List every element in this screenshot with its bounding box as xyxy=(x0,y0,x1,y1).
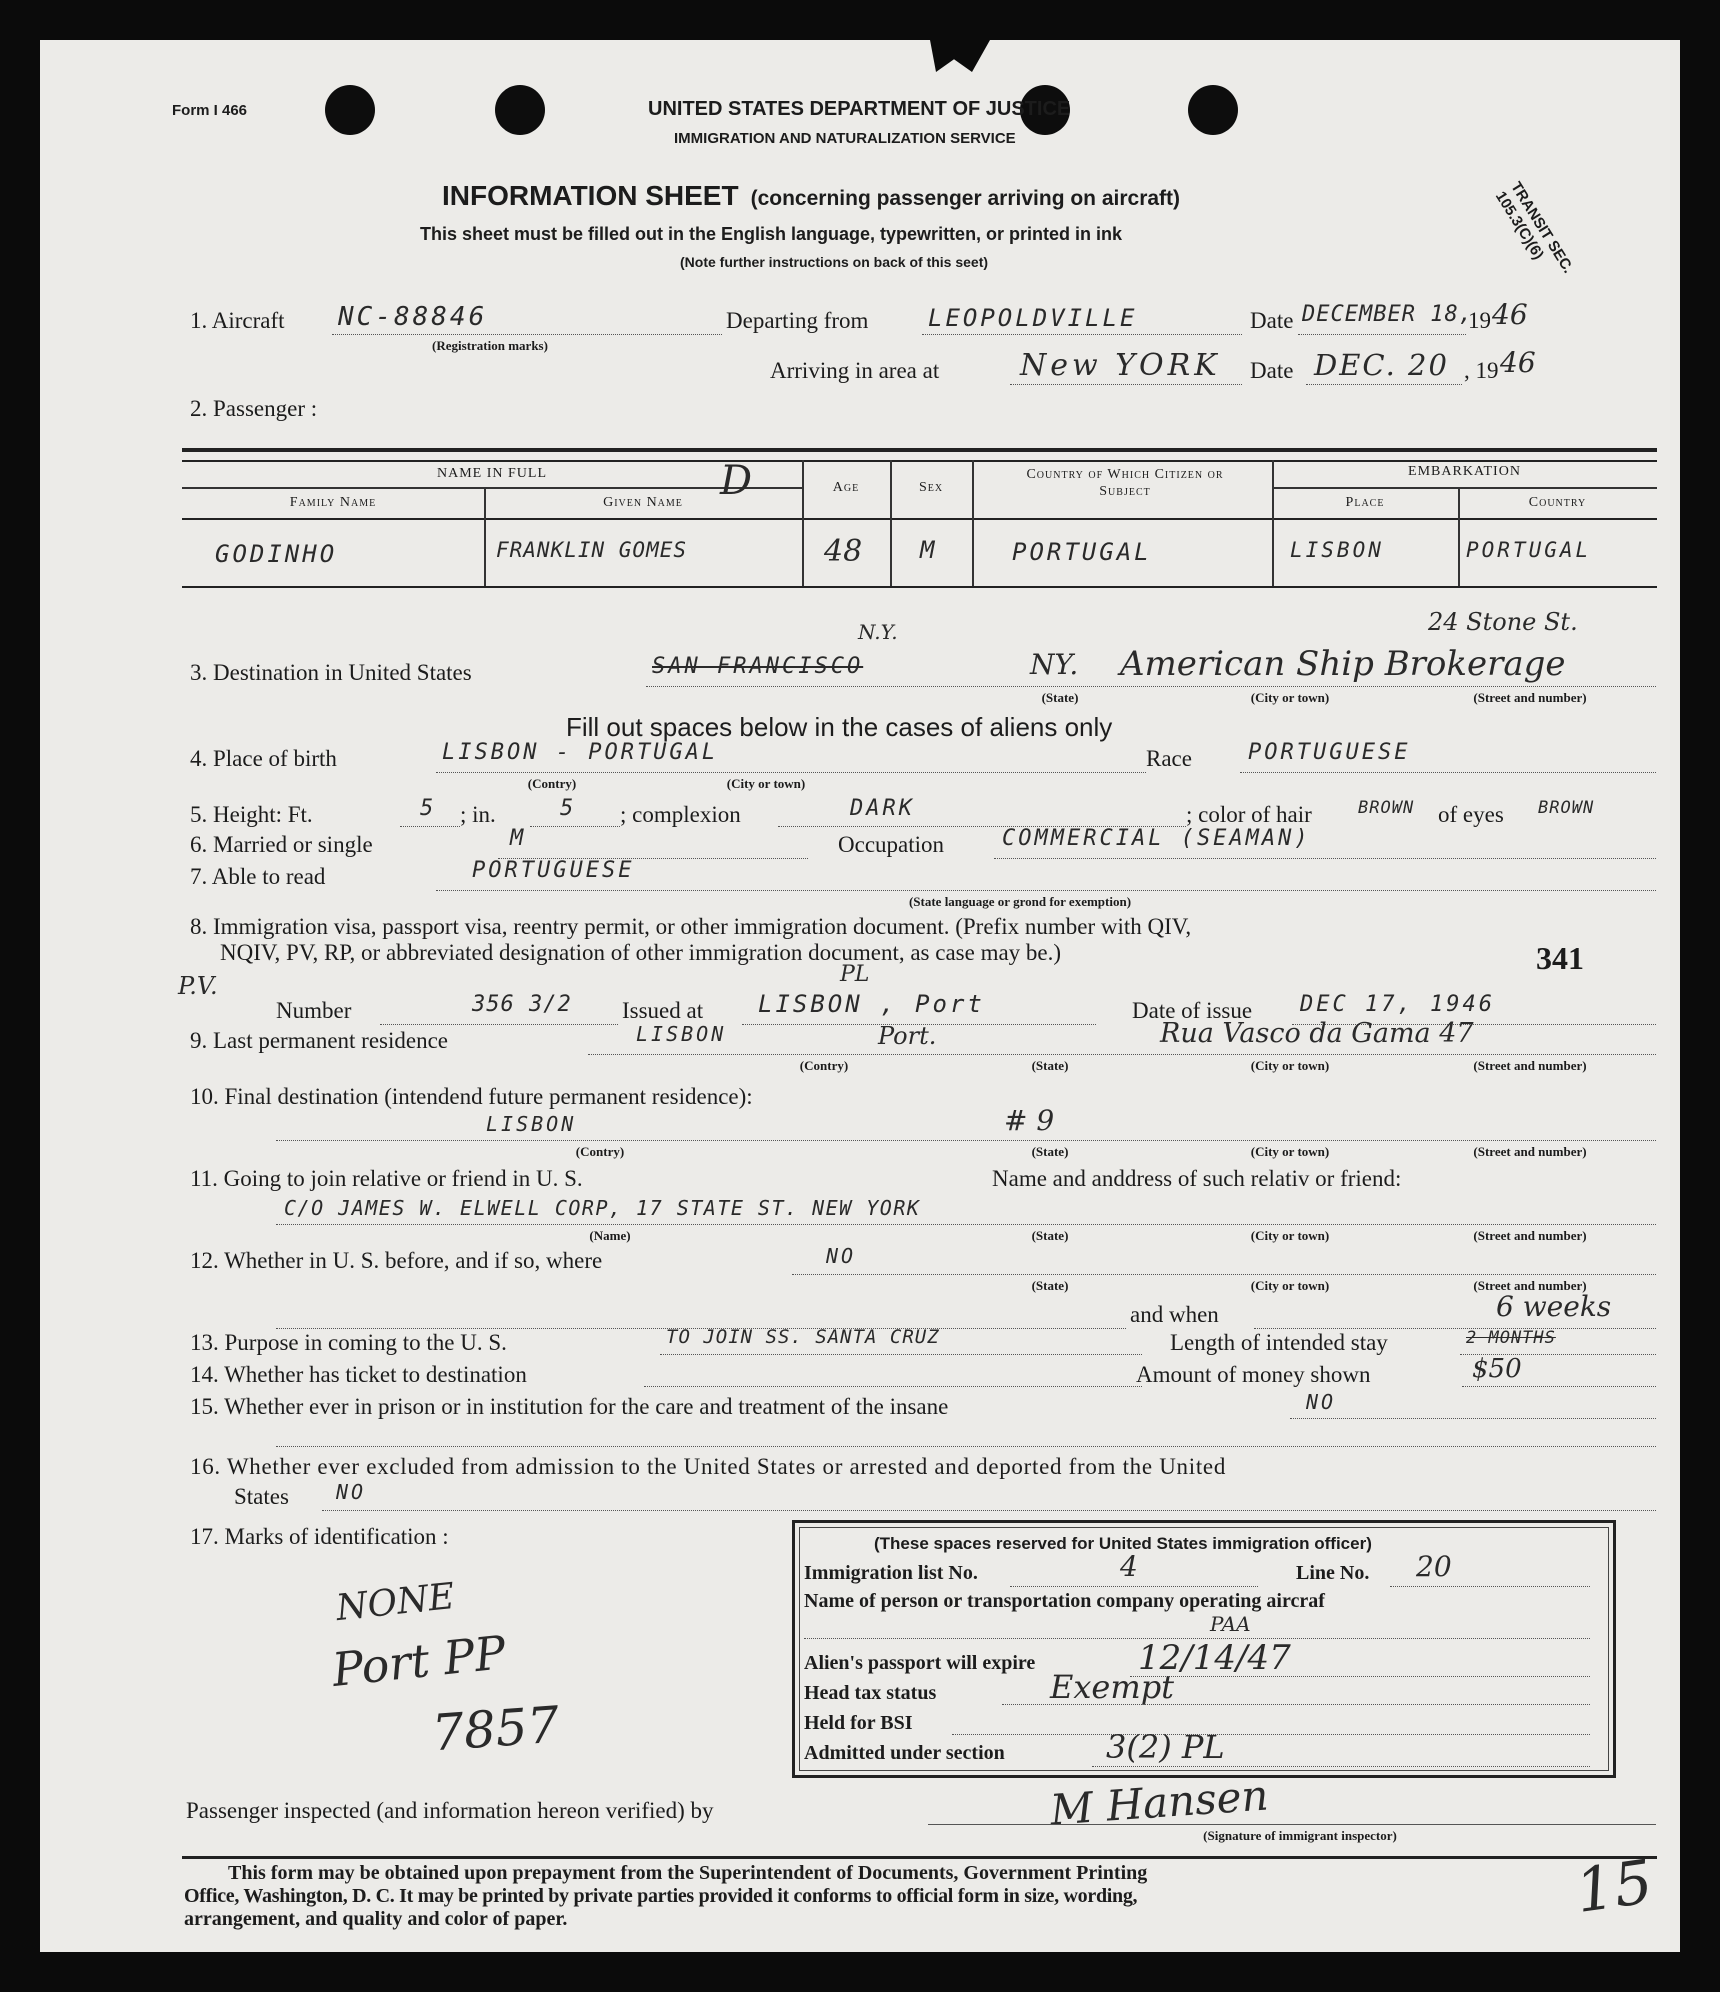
before-sub-street: (Street and number) xyxy=(1473,1278,1587,1293)
height-label: 5. Height: Ft. xyxy=(190,802,313,827)
departure-date-value: DECEMBER 18, xyxy=(1302,302,1473,327)
cell-embark-place: LISBON xyxy=(1290,538,1384,562)
destination-label: 3. Destination in United States xyxy=(190,660,472,685)
residence-sub-country: (Contry) xyxy=(799,1058,849,1073)
occupation-label: Occupation xyxy=(838,832,945,857)
given-name-mark: D xyxy=(720,458,753,504)
height-ft: 5 xyxy=(420,796,437,821)
hair-label: ; color of hair xyxy=(1186,802,1312,827)
footer-text xyxy=(184,1862,1664,1931)
marks-line2: Port PP xyxy=(329,1625,509,1697)
officer-box-title: (These spaces reserved for United States immigration officer) xyxy=(874,1534,1372,1553)
destination-struck: SAN FRANCISCO xyxy=(652,654,864,679)
stay-label: Length of intended stay xyxy=(1170,1330,1388,1355)
list-value: 4 xyxy=(1120,1550,1138,1583)
issued-label: Issued at xyxy=(622,998,704,1023)
join-value: C/O JAMES W. ELWELL CORP, 17 STATE ST. NEW YORK xyxy=(284,1196,921,1220)
operator-label: Name of person or transportation company operating aircraf xyxy=(804,1590,1325,1612)
race-label: Race xyxy=(1146,746,1192,771)
ticket-label: 14. Whether has ticket to destination xyxy=(190,1362,527,1387)
arriving-value: New YORK xyxy=(1020,348,1221,383)
marks-line3: 7857 xyxy=(430,1695,562,1763)
list-label: Immigration list No. xyxy=(804,1562,978,1584)
final-destination-sub-city: (City or town) xyxy=(1250,1144,1330,1159)
instruction-text: This sheet must be filled out in the English language, typewritten, or printed in ink xyxy=(420,224,1123,244)
cell-sex: M xyxy=(920,536,938,564)
paper-tear xyxy=(930,40,990,72)
before-line xyxy=(792,1274,1656,1275)
passport-line xyxy=(1130,1676,1590,1677)
join-name-label: Name and anddress of such relativ or friend: xyxy=(992,1166,1402,1191)
cell-age: 48 xyxy=(824,534,863,569)
eyes-value: BROWN xyxy=(1538,798,1595,818)
document-label-line2: NQIV, PV, RP, or abbreviated designation of other immigration document, as case may be.) xyxy=(220,940,1062,965)
arriving-label: Arriving in area at xyxy=(770,358,940,383)
passport-label: Alien's passport will expire xyxy=(804,1652,1036,1674)
complexion-label: ; complexion xyxy=(620,802,741,827)
sheet-title xyxy=(442,180,1180,212)
destination-line xyxy=(646,686,1656,687)
before-value: NO xyxy=(826,1244,857,1268)
prison-value: NO xyxy=(1306,1390,1337,1414)
document-label-line1: 8. Immigration visa, passport visa, reentry permit, or other immigration document. (Prefix number with QIV, xyxy=(190,914,1192,939)
residence-label: 9. Last permanent residence xyxy=(190,1028,448,1053)
footer-rule xyxy=(182,1856,1657,1859)
final-destination-sub-country: (Contry) xyxy=(575,1144,625,1159)
col-divider xyxy=(890,460,892,586)
birth-line xyxy=(436,772,1146,773)
birth-sub-city: (City or town) xyxy=(726,776,806,791)
punch-hole xyxy=(325,85,375,135)
aircraft-label: 1. Aircraft xyxy=(190,308,285,333)
purpose-label: 13. Purpose in coming to the U. S. xyxy=(190,1330,507,1355)
line-label: Line No. xyxy=(1296,1562,1370,1584)
aliens-note: Fill out spaces below in the cases of aliens only xyxy=(566,712,1113,742)
bsi-line xyxy=(952,1734,1590,1735)
prison-label: 15. Whether ever in prison or in institution for the care and treatment of the insane xyxy=(190,1394,949,1419)
money-value: $50 xyxy=(1472,1354,1522,1384)
tax-value: Exempt xyxy=(1050,1668,1175,1706)
name-group-rule xyxy=(182,487,802,489)
residence-state: Port. xyxy=(878,1022,937,1050)
departing-label: Departing from xyxy=(726,308,869,333)
height-in-line xyxy=(530,826,620,827)
date-issue-value: DEC 17, 1946 xyxy=(1300,992,1495,1017)
before-when-value-line xyxy=(1254,1328,1656,1329)
service-title: IMMIGRATION AND NATURALIZATION SERVICE xyxy=(674,130,1016,147)
header-family-name: Family Name xyxy=(289,495,377,510)
final-destination-country: LISBON xyxy=(486,1112,577,1136)
aircraft-line xyxy=(332,334,722,335)
join-line xyxy=(276,1224,1656,1225)
join-label: 11. Going to join relative or friend in U. S. xyxy=(190,1166,583,1191)
table-bottom-rule xyxy=(182,586,1657,588)
before-label: 12. Whether in U. S. before, and if so, where xyxy=(190,1248,603,1273)
join-sub-street: (Street and number) xyxy=(1473,1228,1587,1243)
stay-value: 6 weeks xyxy=(1496,1290,1612,1323)
residence-sub-street: (Street and number) xyxy=(1473,1058,1587,1073)
destination-sub-state: (State) xyxy=(1041,690,1079,705)
height-ft-line xyxy=(400,826,460,827)
complexion-value: DARK xyxy=(850,796,915,821)
operator-value: PAA xyxy=(1210,1612,1251,1636)
footer-line1: This form may be obtained upon prepayment from the Superintendent of Documents, Government Printing xyxy=(228,1862,1148,1884)
read-line xyxy=(436,890,1656,891)
final-destination-label: 10. Final destination (intendend future permanent residence): xyxy=(190,1084,753,1109)
birth-label: 4. Place of birth xyxy=(190,746,337,771)
date-issue-label: Date of issue xyxy=(1132,998,1253,1023)
arrival-date-line xyxy=(1306,384,1462,385)
arrival-date-label: Date xyxy=(1250,358,1294,383)
arrival-year-prefix: , 19 xyxy=(1464,358,1499,383)
stay-struck: 2 MONTHS xyxy=(1466,1328,1556,1348)
embark-group-rule xyxy=(1272,487,1657,489)
married-value: M xyxy=(510,826,527,851)
height-in: 5 xyxy=(560,796,577,821)
number-line xyxy=(380,1024,618,1025)
final-destination-sub-street: (Street and number) xyxy=(1473,1144,1587,1159)
marks-label: 17. Marks of identification : xyxy=(190,1524,449,1549)
cell-citizen-country: PORTUGAL xyxy=(1012,538,1152,566)
money-label: Amount of money shown xyxy=(1136,1362,1371,1387)
header-given-name: Given Name xyxy=(603,495,683,510)
punch-hole xyxy=(495,85,545,135)
departing-value: LEOPOLDVILLE xyxy=(928,304,1138,332)
residence-sub-state: (State) xyxy=(1031,1058,1069,1073)
departure-date-line xyxy=(1298,334,1466,335)
eyes-label: of eyes xyxy=(1438,802,1504,827)
line-value: 20 xyxy=(1416,1550,1452,1583)
height-in-label: ; in. xyxy=(460,802,496,827)
form-number: Form I 466 xyxy=(172,102,248,119)
excluded-label-line2: States xyxy=(234,1484,289,1509)
page-mark: 15 xyxy=(1571,1847,1657,1927)
purpose-line xyxy=(660,1354,1142,1355)
join-sub-city: (City or town) xyxy=(1250,1228,1330,1243)
col-divider xyxy=(972,460,974,586)
aircraft-value: NC-88846 xyxy=(338,302,488,332)
document-prefix-mark: P.V. xyxy=(178,972,218,1000)
ticket-line xyxy=(644,1386,1142,1387)
line-no-line xyxy=(1390,1586,1590,1587)
read-label: 7. Able to read xyxy=(190,864,326,889)
occupation-value: COMMERCIAL (SEAMAN) xyxy=(1002,826,1311,851)
departure-date-label: Date xyxy=(1250,308,1294,333)
marks-line1: NONE xyxy=(334,1575,457,1630)
issued-pl-mark: PL xyxy=(840,962,870,987)
residence-sub-city: (City or town) xyxy=(1250,1058,1330,1073)
destination-state: NY. xyxy=(1030,648,1079,681)
header-embarkation: EMBARKATION xyxy=(1408,464,1521,479)
transit-stamp: TRANSIT SEC. 105.3(C)(6) xyxy=(1491,178,1577,277)
money-line xyxy=(1462,1386,1656,1387)
issued-value: LISBON , Port xyxy=(758,990,985,1018)
table-top-rule xyxy=(182,448,1657,452)
header-embarkation-place: Place xyxy=(1345,495,1385,510)
join-sub-state: (State) xyxy=(1031,1228,1069,1243)
cell-family-name: GODINHO xyxy=(215,540,338,568)
header-name-in-full: NAME IN FULL xyxy=(437,466,547,481)
prison-line xyxy=(1290,1418,1656,1419)
hair-value: BROWN xyxy=(1358,798,1415,818)
cell-embark-country: PORTUGAL xyxy=(1466,538,1592,562)
passport-value: 12/14/47 xyxy=(1138,1638,1291,1678)
excluded-label-line1: 16. Whether ever excluded from admission to the United States or arrested and deported from the United xyxy=(190,1454,1227,1479)
section-value: 3(2) PL xyxy=(1106,1728,1225,1766)
list-line xyxy=(1010,1586,1258,1587)
col-divider xyxy=(802,460,804,586)
footer-line2: Office, Washington, D. C. It may be printed by private parties provided it conforms to official form in size, wording, xyxy=(184,1885,1138,1907)
section-label: Admitted under section xyxy=(804,1742,1005,1764)
number-label: Number xyxy=(276,998,352,1023)
inspected-label: Passenger inspected (and information hereon verified) by xyxy=(186,1798,714,1823)
passenger-label: 2. Passenger : xyxy=(190,396,318,421)
destination-sub-city: (City or town) xyxy=(1250,690,1330,705)
aircraft-sub: (Registration marks) xyxy=(432,338,548,353)
header-age: Age xyxy=(832,480,860,495)
sheet-title-main: INFORMATION SHEET xyxy=(442,180,739,211)
destination-city: American Ship Brokerage xyxy=(1120,644,1566,684)
departure-year: 46 xyxy=(1492,298,1528,331)
join-sub-name: (Name) xyxy=(589,1228,631,1243)
occupation-line xyxy=(994,858,1656,859)
married-label: 6. Married or single xyxy=(190,832,373,857)
destination-sub-street: (Street and number) xyxy=(1473,690,1587,705)
race-value: PORTUGUESE xyxy=(1248,740,1411,765)
read-sub: (State language or grond for exemption) xyxy=(908,894,1132,909)
residence-line xyxy=(588,1054,1656,1055)
purpose-value: TO JOIN SS. SANTA CRUZ xyxy=(666,1326,940,1348)
departing-line xyxy=(922,334,1242,335)
residence-country: LISBON xyxy=(636,1022,727,1046)
destination-state-note: N.Y. xyxy=(858,620,898,644)
header-sex: Sex xyxy=(918,480,944,495)
inspected-sub: (Signature of immigrant inspector) xyxy=(1203,1828,1397,1843)
arrival-date-value: DEC. 20 xyxy=(1314,348,1449,382)
table-sub-rule xyxy=(182,460,1657,462)
cell-given-name: FRANKLIN GOMES xyxy=(496,538,688,562)
header-embarkation-country: Country xyxy=(1528,495,1587,510)
punch-hole xyxy=(1188,85,1238,135)
section-line xyxy=(1092,1766,1590,1767)
read-value: PORTUGUESE xyxy=(472,858,635,883)
arriving-line xyxy=(1010,384,1242,385)
table-header-rule xyxy=(182,518,1657,520)
destination-street: 24 Stone St. xyxy=(1428,608,1578,636)
birth-sub-country: (Contry) xyxy=(527,776,577,791)
excluded-value: NO xyxy=(336,1480,367,1504)
race-line xyxy=(1240,772,1656,773)
document-stamp-number: 341 xyxy=(1536,940,1584,976)
tax-line xyxy=(1002,1704,1590,1705)
department-title: UNITED STATES DEPARTMENT OF JUSTICE xyxy=(648,98,1071,120)
excluded-line xyxy=(322,1510,1656,1511)
prison-extra-line xyxy=(276,1446,1656,1447)
footer-line3: arrangement, and quality and color of paper. xyxy=(184,1908,568,1930)
before-sub-city: (City or town) xyxy=(1250,1278,1330,1293)
before-sub-state: (State) xyxy=(1031,1278,1069,1293)
final-destination-state: # 9 xyxy=(1004,1104,1055,1137)
tax-label: Head tax status xyxy=(804,1682,937,1704)
header-country-citizen: Country of Which Citizen or Subject xyxy=(1026,467,1224,499)
inspector-signature: M Hansen xyxy=(1048,1770,1270,1835)
bsi-label: Held for BSI xyxy=(804,1712,913,1734)
birth-value: LISBON - PORTUGAL xyxy=(442,740,719,765)
residence-street: Rua Vasco da Gama 47 xyxy=(1160,1018,1474,1049)
information-sheet xyxy=(40,40,1680,1952)
final-destination-line xyxy=(276,1140,1656,1141)
number-value: 356 3/2 xyxy=(472,992,572,1017)
arrival-year: 46 xyxy=(1500,346,1536,379)
before-when-label: and when xyxy=(1130,1302,1219,1327)
final-destination-sub-state: (State) xyxy=(1031,1144,1069,1159)
inspected-line xyxy=(928,1824,1656,1825)
sheet-title-suffix: (concerning passenger arriving on aircraft) xyxy=(750,187,1181,210)
departure-year-prefix: 19 xyxy=(1468,308,1491,333)
note-text: (Note further instructions on back of this seet) xyxy=(680,254,989,270)
